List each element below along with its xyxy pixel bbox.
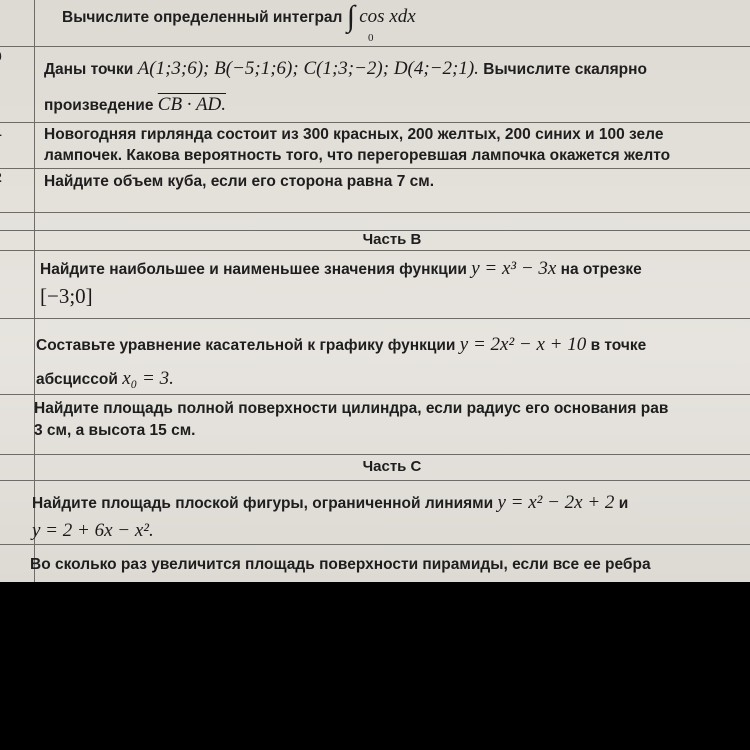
task-integral-text: Вычислите определенный интеграл: [62, 9, 343, 26]
integral-sign: ∫: [346, 0, 355, 33]
task-10-points: A(1;3;6); B(−5;1;6); C(1;3;−2); D(4;−2;1).: [137, 58, 479, 79]
task-b1-function: y = x³ − 3x: [471, 258, 557, 279]
task-b2-x0: x₀ = 3.: [122, 368, 174, 389]
task-b1-tail: на отрезке: [560, 261, 642, 278]
task-c2: [0, 544, 750, 584]
task-c1-function2: y = 2 + 6x − x².: [32, 520, 154, 541]
task-10-line1-text: Даны точки: [44, 61, 134, 78]
task-11: [0, 122, 750, 169]
task-10-line1-tail: Вычислите скалярно: [483, 61, 647, 78]
task-11-line2: лампочек. Какова вероятность того, что перегоревшая лампочка окажется желто: [44, 147, 671, 164]
part-b-title: Часть В: [362, 231, 422, 248]
task-b3-line2: 3 см, а высота 15 см.: [34, 422, 196, 439]
task-b1: [0, 250, 750, 319]
task-c1: [0, 480, 750, 545]
task-c2-line1: Во сколько раз увеличится площадь поверхности пирамиды, если все ее ребра: [30, 556, 651, 573]
task-10-vectors: CB · AD.: [157, 94, 227, 115]
task-c1-conj: и: [618, 495, 629, 512]
task-b2-line2-text: абсциссой: [36, 371, 118, 388]
task-b2-function: y = 2x² − x + 10: [459, 334, 587, 355]
task-b2-tail: в точке: [590, 337, 647, 354]
task-b1-text: Найдите наибольшее и наименьшее значения функции: [40, 261, 467, 278]
task-c1-function1: y = x² − 2x + 2: [497, 492, 615, 513]
task-number: [0, 169, 8, 185]
task-number: [0, 123, 8, 139]
task-12-line1: Найдите объем куба, если его сторона равна 7 см.: [44, 173, 435, 190]
part-c-title: Часть С: [362, 458, 422, 475]
task-b3-line1: Найдите площадь полной поверхности цилиндра, если радиус его основания рав: [34, 400, 669, 417]
black-area: [0, 582, 750, 750]
task-b2: [0, 318, 750, 395]
blank-row: [0, 212, 750, 231]
task-b2-text: Составьте уравнение касательной к графику функции: [36, 337, 456, 354]
task-10-line2-text: произведение: [44, 97, 154, 114]
part-b-header-row: [0, 230, 750, 251]
task-12: [0, 168, 750, 213]
integrand: cos xdx: [359, 6, 416, 27]
task-integral: [0, 0, 750, 47]
task-b1-interval: [−3;0]: [40, 284, 93, 308]
task-c1-text: Найдите площадь плоской фигуры, ограниченной линиями: [32, 495, 494, 512]
task-number: [0, 48, 8, 64]
task-10: [0, 46, 750, 123]
task-b3: [0, 394, 750, 455]
integral-lower-limit: 0: [368, 32, 374, 44]
part-c-header-row: [0, 454, 750, 481]
task-11-line1: Новогодняя гирлянда состоит из 300 красных, 200 желтых, 200 синих и 100 зеле: [44, 126, 664, 143]
